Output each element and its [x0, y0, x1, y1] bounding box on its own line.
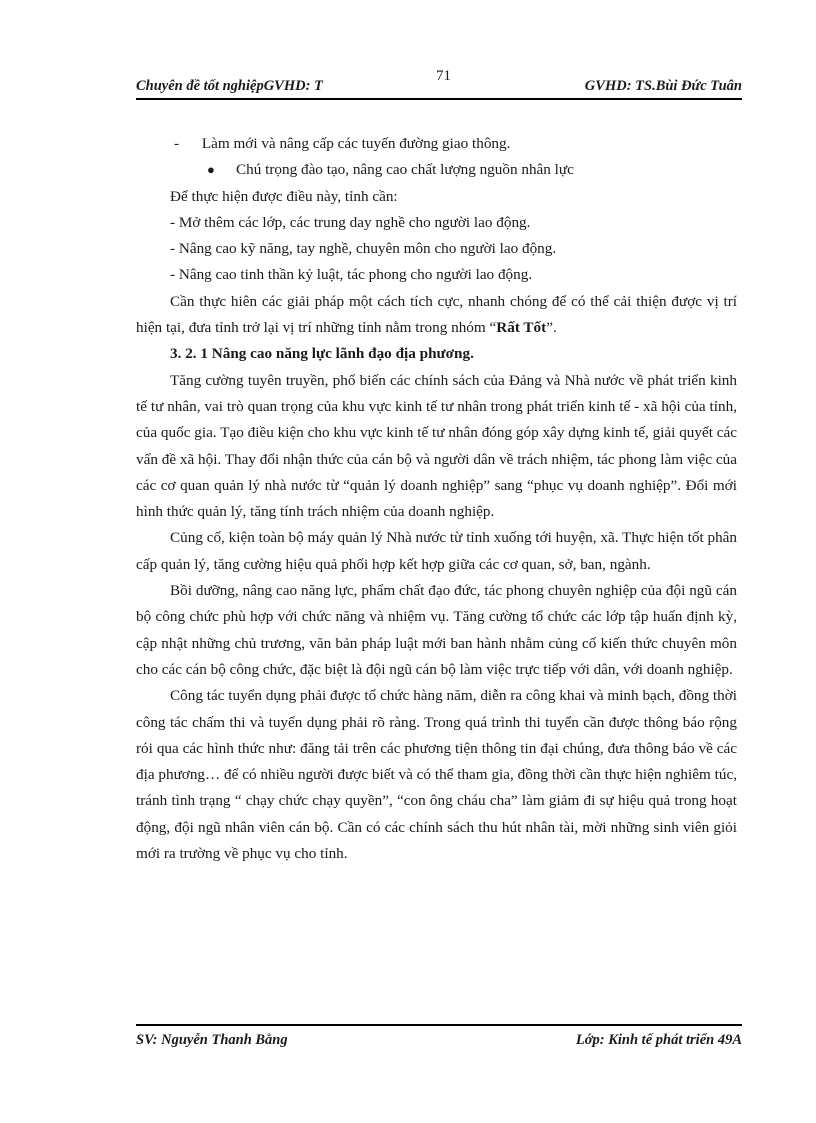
- bullet-item: [136, 157, 737, 183]
- section-heading: 3. 2. 1 Nâng cao năng lực lãnh đạo địa phương.: [170, 345, 474, 363]
- footer-right: Lớp: Kinh tế phát triển 49A: [575, 1032, 742, 1048]
- paragraph-1: Tăng cường tuyên truyền, phổ biến các chính sách của Đảng và Nhà nước về phát triển kinh tế tư nhân, vai trò quan trọng của khu vực kinh tế tư nhân trong phát triển kinh tế - xã hội của tỉnh, của quốc gia. Tạo điều kiện cho khu vực kinh tế tư nhân đóng góp xây dựng kinh tế, giải quyết các vấn đề xã hội. Thay đổi nhận thức của cán bộ và người dân về trách nhiệm, tác phong làm việc của các cơ quan quản lý nhà nước từ “quản lý doanh nghiệp” sang “phục vụ doanh nghiệp”. Đổi mới hình thức quản lý, tăng tính trách nhiệm của doanh nghiệp.: [136, 371, 737, 521]
- paragraph-4: Công tác tuyển dụng phải được tổ chức hàng năm, diễn ra công khai và minh bạch, đồng thời công tác chấm thi và tuyển dụng phải rõ ràng. Trong quá trình thi tuyển cần được thông báo rộng rói qua các hình thức như: đăng tải trên các phương tiện thông tin đại chúng, đưa thông báo về các địa phương… để có nhiều người được biết và có thể tham gia, đồng thời cần thực hiện nghiêm túc, tránh tình trạng “ chạy chức chạy quyền”, “con ông cháu cha” làm giảm đi sự hiệu quả trong hoạt động, đội ngũ nhân viên cán bộ. Cần có các chính sách thu hút nhân tài, mời những sinh viên giỏi mới ra trường về phục vụ cho tỉnh.: [136, 687, 737, 863]
- intro-line: Để thực hiện được điều này, tỉnh cần:: [170, 187, 398, 205]
- paragraph-2: Củng cố, kiện toàn bộ máy quản lý Nhà nước từ tỉnh xuống tới huyện, xã. Thực hiện tốt phân cấp quản lý, tăng cường hiệu quả phối hợp kết hợp giữa các cơ quan, sở, ban, ngành.: [136, 529, 737, 573]
- conclusion-bold: Rất Tốt: [496, 319, 547, 337]
- conclusion-end: ”.: [546, 319, 557, 337]
- dash-item: - Mở thêm các lớp, các trung day nghề cho người lao động.: [170, 213, 531, 231]
- bullet-icon: ●: [207, 162, 215, 178]
- bullet-item-text: Chú trọng đào tạo, nâng cao chất lượng nguồn nhân lực: [236, 161, 574, 179]
- paragraph-3: Bồi dưỡng, nâng cao năng lực, phẩm chất đạo đức, tác phong chuyên nghiệp của đội ngũ cán bộ công chức phù hợp với chức năng và nhiệm vụ. Tăng cường tổ chức các lớp tập huấn định kỳ, cập nhật những chủ trương, văn bản pháp luật mới ban hành nhằm củng cố kiến thức chuyên môn cho các cán bộ công chức, đặc biệt là đội ngũ cán bộ làm việc trực tiếp với dân, với doanh nghiệp.: [136, 582, 737, 678]
- header-right: GVHD: TS.Bùi Đức Tuân: [584, 78, 742, 94]
- header-left: Chuyên đề tốt nghiệpGVHD: T: [136, 78, 323, 94]
- list-item: [136, 131, 737, 157]
- dash-item: - Nâng cao tinh thần kỷ luật, tác phong cho người lao động.: [170, 266, 533, 284]
- page-footer: [136, 1024, 742, 1054]
- page-number: 71: [436, 68, 451, 84]
- document-body: [136, 131, 737, 867]
- page-header: [136, 66, 742, 100]
- list-item-text: Làm mới và nâng cấp các tuyến đường giao thông.: [201, 135, 511, 152]
- conclusion-paragraph: [136, 289, 737, 342]
- conclusion-text: Cần thực hiên các giải pháp một cách tích cực, nhanh chóng để có thể cải thiện được vị trí hiện tại, đưa tỉnh trở lại vị trí những tỉnh nằm trong nhóm “: [136, 292, 737, 337]
- dash-marker: -: [174, 135, 180, 152]
- dash-item: - Nâng cao kỹ năng, tay nghề, chuyên môn cho người lao động.: [170, 240, 557, 258]
- footer-left: SV: Nguyễn Thanh Bằng: [136, 1032, 288, 1048]
